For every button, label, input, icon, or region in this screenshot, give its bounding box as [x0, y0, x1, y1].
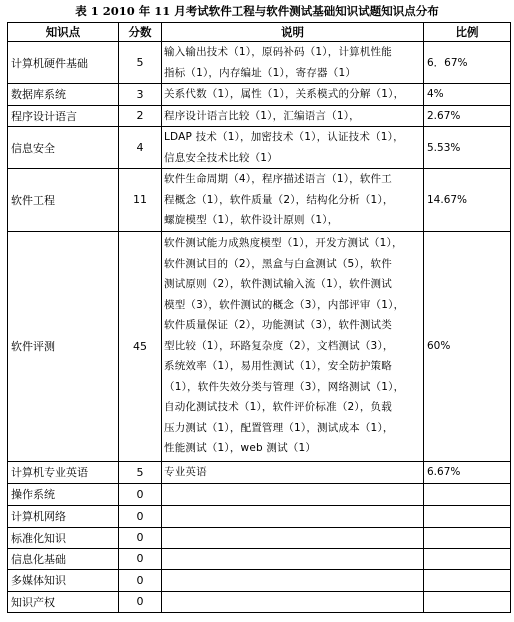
cell-ratio — [424, 483, 511, 505]
table-row — [8, 505, 511, 527]
cell-description — [162, 169, 424, 232]
description-line: 软件测试目的（2），黑盒与白盒测试（5），软件 — [164, 257, 392, 270]
table-row — [8, 42, 511, 84]
header-row — [8, 23, 511, 42]
cell-description — [162, 461, 424, 483]
description-line: 系统效率（1），易用性测试（1），安全防护策略 — [164, 360, 392, 373]
cell-description — [162, 231, 424, 461]
cell-ratio: 60% — [424, 231, 511, 461]
cell-score: 5 — [119, 461, 162, 483]
description-line: LDAP 技术（1），加密技术（1），认证技术（1）， — [164, 131, 404, 143]
cell-score: 0 — [119, 505, 162, 527]
description-line: 软件生命周期（4），程序描述语言（1），软件工 — [164, 173, 392, 185]
cell-score: 0 — [119, 591, 162, 612]
description-line: 输入输出技术（1），原码补码（1），计算机性能 — [164, 46, 392, 58]
cell-description — [162, 127, 424, 169]
cell-score: 2 — [119, 105, 162, 127]
cell-description — [162, 42, 424, 84]
cell-knowledge-point: 软件评测 — [8, 231, 119, 461]
description-line: 软件测试能力成熟度模型（1），开发方测试（1）， — [164, 237, 403, 250]
cell-knowledge-point: 操作系统 — [8, 483, 119, 505]
table-row — [8, 548, 511, 569]
cell-score: 0 — [119, 527, 162, 548]
cell-ratio — [424, 569, 511, 591]
cell-ratio — [424, 505, 511, 527]
cell-knowledge-point: 计算机硬件基础 — [8, 42, 119, 84]
cell-ratio: 2.67% — [424, 105, 511, 127]
cell-knowledge-point: 计算机网络 — [8, 505, 119, 527]
header-ratio: 比例 — [424, 23, 511, 42]
cell-ratio — [424, 548, 511, 569]
table-row — [8, 461, 511, 483]
knowledge-point-table — [7, 22, 511, 613]
description-line: 自动化测试技术（1），软件评价标准（2），负载 — [164, 401, 392, 414]
cell-description — [162, 527, 424, 548]
table-row — [8, 569, 511, 591]
table-row — [8, 105, 511, 127]
table-title: 表 1 2010 年 11 月考试软件工程与软件测试基础知识试题知识点分布 — [75, 4, 439, 18]
cell-description — [162, 105, 424, 127]
header-description: 说明 — [162, 23, 424, 42]
cell-knowledge-point: 数据库系统 — [8, 84, 119, 106]
cell-description — [162, 569, 424, 591]
description-line: 软件质量保证（2），功能测试（3），软件测试类 — [164, 319, 392, 332]
cell-ratio: 6.67% — [424, 461, 511, 483]
table-row — [8, 591, 511, 612]
cell-score: 4 — [119, 127, 162, 169]
cell-ratio — [424, 527, 511, 548]
cell-knowledge-point: 软件工程 — [8, 169, 119, 232]
header-knowledge-point: 知识点 — [8, 23, 119, 42]
cell-ratio: 4% — [424, 84, 511, 106]
cell-knowledge-point: 计算机专业英语 — [8, 461, 119, 483]
cell-knowledge-point: 信息化基础 — [8, 548, 119, 569]
cell-score: 0 — [119, 569, 162, 591]
cell-score: 5 — [119, 42, 162, 84]
description-line: 程概念（1），软件质量（2），结构化分析（1）， — [164, 193, 394, 206]
cell-knowledge-point: 多媒体知识 — [8, 569, 119, 591]
cell-score: 0 — [119, 483, 162, 505]
cell-ratio: 5.53% — [424, 127, 511, 169]
cell-score: 45 — [119, 231, 162, 461]
table-row — [8, 527, 511, 548]
cell-description — [162, 591, 424, 612]
cell-description — [162, 505, 424, 527]
description-line: （1），软件失效分类与管理（3），网络测试（1）， — [164, 380, 405, 393]
description-line: 测试原则（2），软件测试输入流（1），软件测试 — [164, 278, 392, 291]
cell-knowledge-point: 知识产权 — [8, 591, 119, 612]
header-score: 分数 — [119, 23, 162, 42]
description-line: 模型（3），软件测试的概念（3），内部评审（1）， — [164, 298, 405, 311]
cell-knowledge-point: 标准化知识 — [8, 527, 119, 548]
table-row — [8, 483, 511, 505]
table-row — [8, 127, 511, 169]
description-line: 性能测试（1），web 测试（1） — [164, 442, 317, 455]
description-line: 专业英语 — [164, 465, 207, 478]
cell-ratio: 6．67% — [424, 42, 511, 84]
cell-score: 3 — [119, 84, 162, 106]
table-row — [8, 169, 511, 232]
cell-knowledge-point: 信息安全 — [8, 127, 119, 169]
description-line: 信息安全技术比较（1） — [164, 151, 278, 164]
cell-description — [162, 84, 424, 106]
cell-ratio: 14.67% — [424, 169, 511, 232]
description-line: 指标（1），内存编址（1），寄存器（1） — [164, 66, 357, 79]
description-line: 压力测试（1），配置管理（1），测试成本（1）， — [164, 421, 394, 434]
cell-score: 11 — [119, 169, 162, 232]
cell-ratio — [424, 591, 511, 612]
description-line: 型比较（1），环路复杂度（2），文档测试（3）， — [164, 339, 394, 352]
cell-knowledge-point: 程序设计语言 — [8, 105, 119, 127]
table-row — [8, 84, 511, 106]
description-line: 关系代数（1），属性（1），关系模式的分解（1）， — [164, 88, 405, 100]
description-line: 程序设计语言比较（1），汇编语言（1）， — [164, 109, 360, 122]
description-line: 螺旋模型（1），软件设计原则（1）， — [164, 214, 339, 226]
cell-score: 0 — [119, 548, 162, 569]
table-row — [8, 231, 511, 461]
cell-description — [162, 548, 424, 569]
cell-description — [162, 483, 424, 505]
